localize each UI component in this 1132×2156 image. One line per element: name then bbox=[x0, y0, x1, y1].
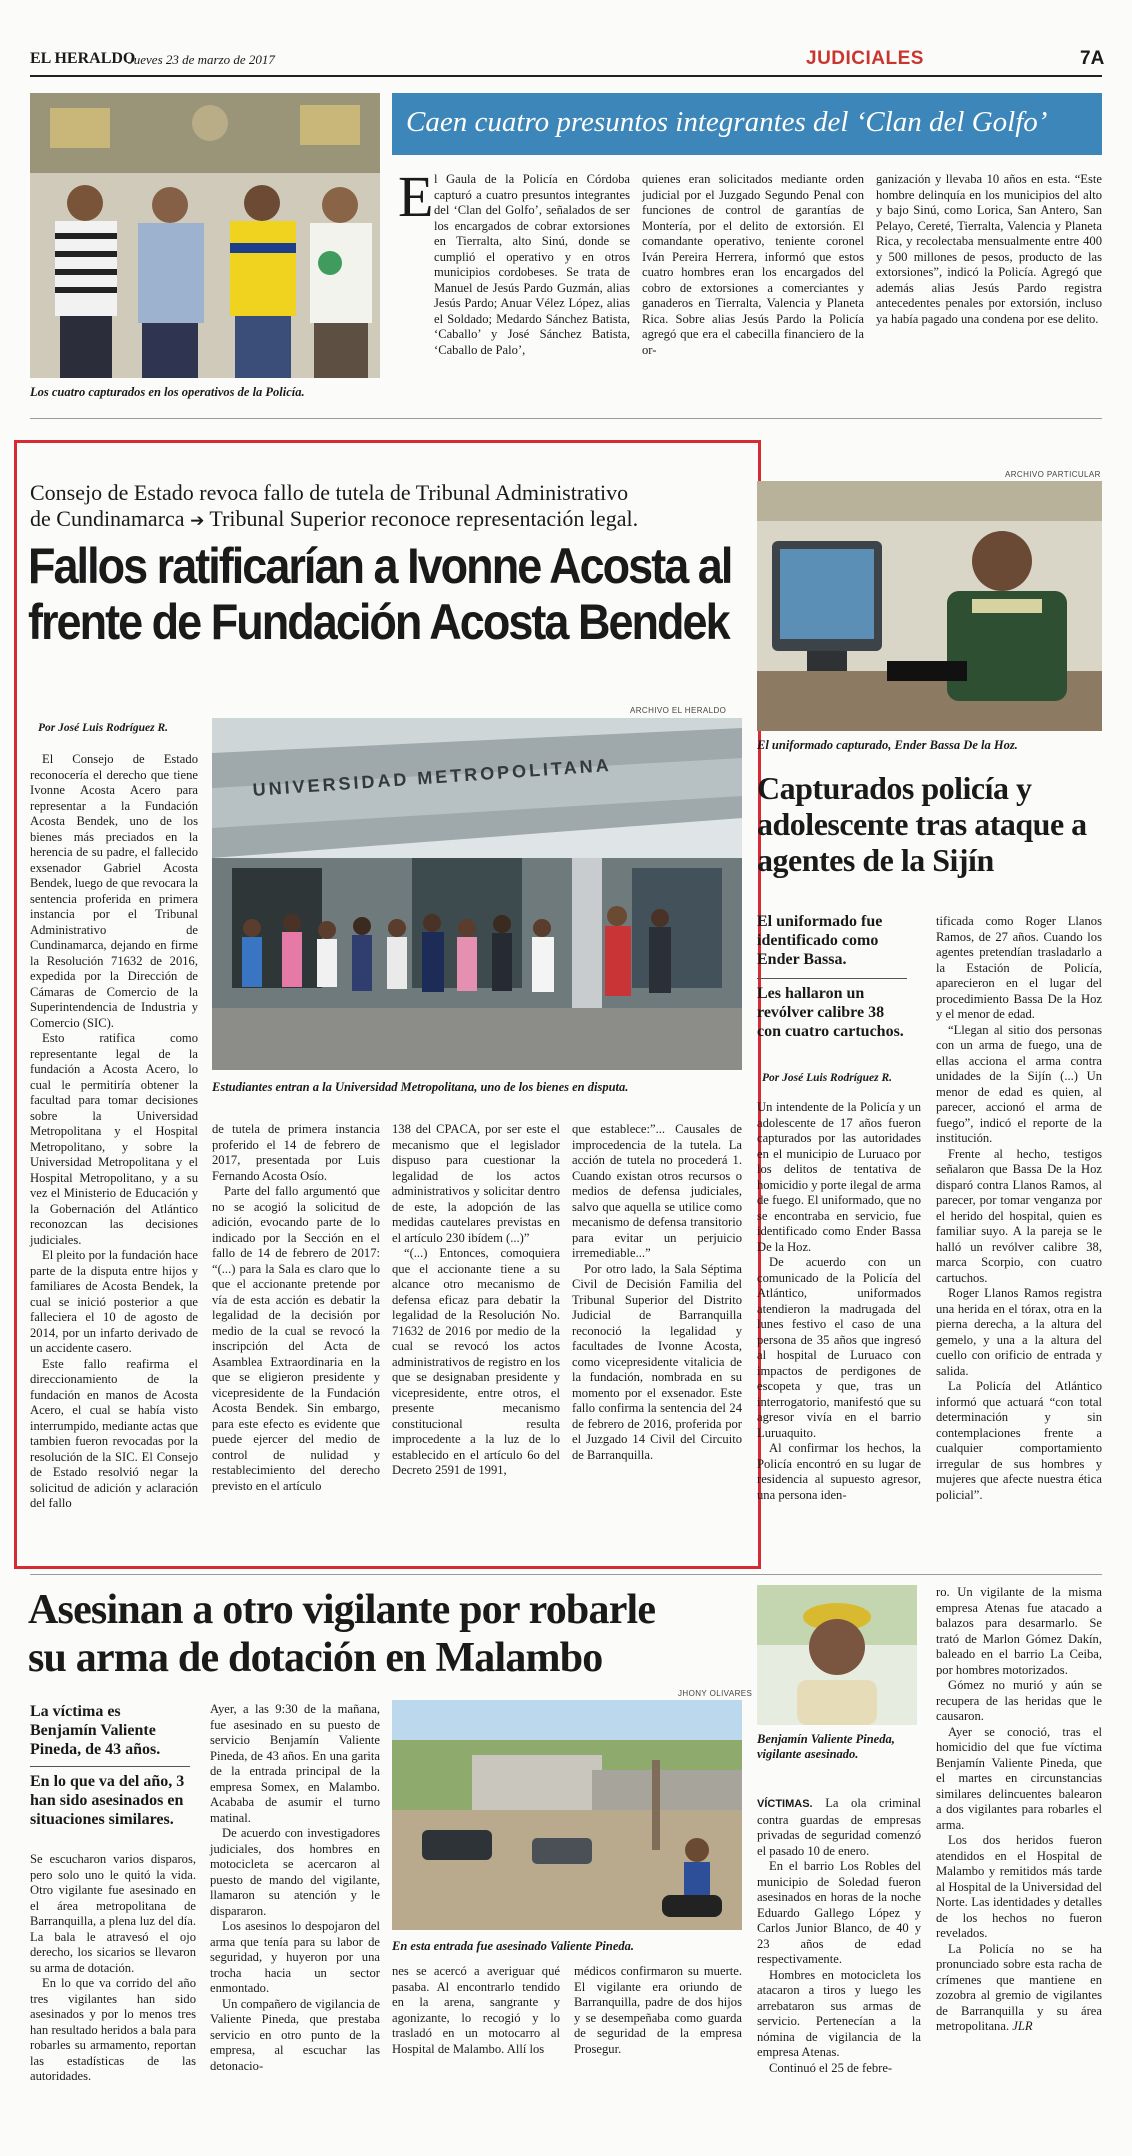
closing-text: La Policía no se ha pronunciado sobre esta racha de crímenes que mantiene en zozobra al gremio de vigilantes de Barranquilla y su área metropolitana. bbox=[936, 1941, 1102, 2033]
story1-col2: quienes eran solicitados mediante orden judicial por el Juzgado Segundo Penal con funciones de control de garantías de Montería, por el delito de extorsión. El comandante operativo, teniente coronel Iván Pereira Herrera, informó que estos cuatro hombres eran los encargados del cobro de extorsiones a comerciantes y ganaderos en Tierralta, Valencia y Planeta Rica. Sobre alias Jesús Pardo la Policía agregó que era el cabecilla financiero de la or- bbox=[642, 172, 864, 357]
header-rule bbox=[30, 75, 1102, 77]
story4-deck-2: En lo que va del año, 3 han sido asesinados en situaciones similares. bbox=[30, 1773, 185, 1828]
headline-line-2: frente de Fundación Acosta Bendek bbox=[28, 594, 729, 650]
crime-scene-caption: En esta entrada fue asesinado Valiente Pineda. bbox=[392, 1939, 635, 1953]
kicker-part-b: Tribunal Superior reconoce representación legal. bbox=[209, 506, 639, 531]
separator-2 bbox=[30, 1574, 1102, 1575]
masthead: EL HERALDO bbox=[30, 50, 136, 67]
story1-col3: ganización y llevaba 10 años en esta. “Este hombre delinquía en los municipios del alto y bajo Sinú, como Lorica, San Antero, San Pelayo, Cereté, Tierralta, Valencia y Planeta Rica, y recolectaba mensualmente entre 400 y 500 millones de pesos, producto de las extorsiones”, indicó la Policía. Agregó que además alias Jesús Pardo registra antecedentes penales por extorsión, incluso ya había pagado una condena por ese delito. bbox=[876, 172, 1102, 326]
story4-headline bbox=[28, 1586, 748, 1682]
story2-kicker bbox=[30, 480, 750, 534]
officer-photo bbox=[757, 481, 1102, 731]
story3-headline: Capturados policía y adolescente tras ataque a agentes de la Sijín bbox=[757, 770, 1087, 878]
story4-headline-line-1: Asesinan a otro vigilante por robarle bbox=[28, 1587, 656, 1633]
story3-colA: Un intendente de la Policía y un adolescente de 17 años fueron capturados por las autoridades en el municipio de Luruaco por los delitos de tentativa de homicidio y porte ilegal de arma de fuego. El uniformado, que no se encontraba en servicio, fue identificado como Ender Bassa De la Hoz. De acuerdo con un comunicado de la Policía del Atlántico, uniformados atendieron la madrugada del lunes festivo el caso de una persona de 35 años que ingresó al hospital de Luruaco con impactos de perdigones de escopeta y que, tras un interrogatorio, manifestó que su agresor vivía en el barrio Luruaquito. Al confirmar los hechos, la Policía encontró en su lugar de residencia al supuesto agresor, una persona iden- bbox=[757, 1100, 922, 1502]
story4-col5: VÍCTIMAS. La ola criminal contra guardas de empresas privadas de seguridad comenzó el pasado 10 de enero. En el barrio Los Robles del municipio de Soledad fueron asesinados en horas de la noche Eduardo Gallego López y Carlos Junior Blanco, de 40 y 23 años de edad respectivamente. Hombres en motocicleta los atacaron a tiros y luego les arrebataron sus armas de servicio. Pertenecían a la nómina de vigilancia de la empresa Atenas. Continuó el 25 de febre- bbox=[757, 1796, 921, 2075]
story4-deck-1: La víctima es Benjamín Valiente Pineda, de 43 años. bbox=[30, 1703, 161, 1758]
kicker-line-2 bbox=[30, 506, 750, 534]
story4-col2: Ayer, a las 9:30 de la mañana, fue asesinado en su puesto de servicio Benjamín Valiente Pineda, de 43 años. En una garita de la entrada principal de la empresa Somex, en Malambo. Acababa de asumir el turno matinal. De acuerdo con investigadores judiciales, dos hombres en motocicleta se acercaron al puesto de mando del vigilante, llamaron su atención y le dispararon. Los asesinos lo despojaron del arma que tenía para su labor de seguridad, y huyeron por una trocha hacia un sector enmontado. Un compañero de vigilancia de Valiente Pineda, que prestaba servicio en otro punto de la empresa, al escuchar las detonacio- bbox=[210, 1702, 380, 2073]
story2-headline bbox=[28, 538, 732, 650]
officer-photo-caption: El uniformado capturado, Ender Bassa De la Hoz. bbox=[757, 738, 1018, 752]
story3-colB: tificada como Roger Llanos Ramos, de 27 años. Cuando los agentes pretendían trasladarlo a la Estación de Policía, aparecieron en el lugar del procedimiento Bassa De la Hoz y el menor de edad. “Llegan al sitio dos personas con un arma de fuego, una de ellas acciona el arma contra unidades de la Sijín (...) Un menor de edad es quien, al parecer, accionó el arma de fuego”, indicó el reporte de la institución. Frente al hecho, testigos señalaron que Bassa De la Hoz disparó contra Llanos Ramos, al parecer, por tomar venganza por el herido del hospital, quien es familiar suyo. A la pareja se le halló un revólver calibre 38, marca Scorpio, con cuatro cartuchos. Roger Llanos Ramos registra una herida en el tórax, otra en la pierna derecha, a la altura del gemelo, y una a la altura del cuello con orificio de entrada y salida. La Policía del Atlántico informó que actuará “con total determinación y sin contemplaciones frente a cualquier comportamiento irregular de sus hombres y mujeres que afecte nuestra ética policial”. bbox=[936, 914, 1102, 1502]
separator-1 bbox=[30, 418, 1102, 419]
deck-rule bbox=[757, 978, 907, 979]
story3-byline: Por José Luis Rodríguez R. bbox=[762, 1072, 893, 1084]
kicker-part-a: de Cundinamarca bbox=[30, 506, 185, 531]
author-initials: JLR bbox=[1012, 2019, 1033, 2033]
university-sign: UNIVERSIDAD METROPOLITANA bbox=[252, 754, 613, 800]
page-number: 7A bbox=[1080, 48, 1105, 69]
story2-col3: 138 del CPACA, por ser este el mecanismo que el legislador dispuso para cuestionar la legalidad de los actos administrativos y solicitar dentro de este, la adopción de las medidas cautelares previstas en el artículo 230 ibídem (...)” “(...) Entonces, comoquiera que el accionante tiene a su alcance otro mecanismo de defensa eficaz para debatir la legalidad de la Resolución No. 71632 de 2016 por medio de la cual se revocó los actos administrativos de registro en los que se designaban presidente y vicepresidente, entre otros, el presente mecanismo constitucional resulta improcedente a la luz de lo establecido en el artículo 6o del Decreto 2591 de 1991, bbox=[392, 1122, 560, 1477]
story1-dropcap: E bbox=[398, 164, 434, 229]
story4-col6: ro. Un vigilante de la misma empresa Atenas fue atacado a balazos para desarmarlo. Se trató de Marlon Gómez Dakín, baleado en el barrio La Ceiba, por hombres motorizados. Gómez no murió y aún se recupera de las heridas que le causaron. Ayer se conoció, tras el homicidio del que fue víctima Benjamín Valiente Pineda, que el martes en circunstancias similares delincuentes balearon a dos vigilantes para robarles el arma. Los dos heridos fueron atendidos en el Hospital de Malambo y remitidos más tarde al Hospital de la Universidad del Norte. Las identidades y detalles de los hechos no fueron revelados. La Policía no se ha pronunciado sobre esta racha de crímenes que mantiene en zozobra al gremio de vigilantes de Barranquilla y su área metropolitana. JLR bbox=[936, 1585, 1102, 2033]
victim-portrait bbox=[757, 1585, 917, 1725]
victims-intro: La ola criminal contra guardas de empresas privadas de seguridad comenzó el pasado 10 de enero. bbox=[757, 1796, 921, 1858]
story2-col2: de tutela de primera instancia proferido el 14 de febrero de 2017, presentada por Luis Fernando Acosta Osío. Parte del fallo argumentó que no se acogió la solicitud de adición, evocando parte de lo indicado por la Sección en el fallo de 14 de febrero de 2017: “(...) para la Sala es claro que lo que el accionante pretende por vía de esta acción es debatir la legalidad de la decisión por medio de la cual se revocó la inscripción del Acta de Asamblea Extraordinaria en la que se eligieron presidente y vicepresidente de la Fundación Acosta Bendek. Sin embargo, para este efecto es evidente que puede ejercer del medio de control de nulidad y restablecimiento del derecho previsto en el artículo bbox=[212, 1122, 380, 1493]
story4-headline-line-2: su arma de dotación en Malambo bbox=[28, 1635, 603, 1681]
story1-headline: Caen cuatro presuntos integrantes del ‘Clan del Golfo’ bbox=[406, 106, 1048, 138]
victim-portrait-caption: Benjamín Valiente Pineda, vigilante asesinado. bbox=[757, 1732, 895, 1761]
story1-col1: l Gaula de la Policía en Córdoba capturó a cuatro presuntos integrantes del ‘Clan del Golfo’, señalados de ser los encargados de cobrar extorsiones en Tierralta, alto Sinú, donde se cumplió el operativo y en otros municipios cordobeses. Se trata de Manuel de Jesús Pardo Guzmán, alias Jesús Pardo; Anuar Vélez López, alias el Soldado; Medardo Sánchez Batista, ‘Caballo’ y José Sánchez Batista, ‘Caballo de Palo’, bbox=[434, 172, 630, 357]
story3-photo-credit: ARCHIVO PARTICULAR bbox=[1005, 470, 1101, 479]
story3-deck-2: Les hallaron un revólver calibre 38 con cuatro cartuchos. bbox=[757, 985, 904, 1040]
story4-deck-rule bbox=[30, 1766, 190, 1767]
suspects-photo-caption: Los cuatro capturados en los operativos de la Policía. bbox=[30, 385, 305, 399]
story2-byline: Por José Luis Rodríguez R. bbox=[38, 722, 169, 734]
captured-suspects-photo bbox=[30, 93, 380, 378]
story1-banner bbox=[392, 93, 1102, 155]
victims-label: VÍCTIMAS. bbox=[757, 1798, 813, 1810]
story4-col1: Se escucharon varios disparos, pero solo uno le quitó la vida. Otro vigilante fue asesinado en el área metropolitana de Barranquilla, a plena luz del día. La bala le atravesó el ojo derecho, los sicarios se llevaron su arma de dotación. En lo que va corrido del año tres vigilantes han sido asesinados y por lo menos tres han resultado heridos a bala para robarles su armamento, reportan las estadísticas de las autoridades. bbox=[30, 1852, 196, 2083]
section-label: JUDICIALES bbox=[806, 48, 924, 69]
kicker-line-1: Consejo de Estado revoca fallo de tutela de Tribunal Administrativo bbox=[30, 480, 629, 505]
university-photo bbox=[212, 718, 742, 1070]
story2-col1: El Consejo de Estado reconocería el derecho que tiene Ivonne Acosta Acero para representar a la Fundación Acosta Bendek, uno de los bienes más preciados en la herencia de su padre, el fallecido exsenador Gabriel Acosta Bendek, luego de que revocara la sentencia proferida en primera instancia por el Tribunal Administrativo de Cundinamarca, dejando en firme la Resolución 71632 de 2016, expedida por la Dirección de Cámaras de Comercio de la Superintendencia de Industria y Comercio (SIC). Esto ratifica como representante legal de la fundación a Acosta Acero, lo cual le permitiría obtener la facultad para tomar decisiones sobre la Universidad Metropolitana y el Hospital Metropolitano, y sobre la Universidad Metropolitana y el Hospital Metropolitano, y a su vez el Ministerio de Educación y la Gobernación del Atlántico reconozcan las decisiones judiciales. El pleito por la fundación hace parte de la disputa entre hijos y familiares de Acosta Bendek, la cual se inició posterior a que falleciera el 10 de agosto de 2014, por un infarto derivado de un accidente casero. Este fallo reafirma el direccionamiento de la fundación en manos de Acosta Acero, el cual se había visto interrumpido, mediante actas que tambien fueron revocadas por la resolución de la SIC. El Consejo de Estado resolvió negar la solicitud de adición y aclaración del fallo bbox=[30, 752, 198, 1510]
story2-photo-credit: ARCHIVO EL HERALDO bbox=[630, 706, 727, 715]
issue-date: Jueves 23 de marzo de 2017 bbox=[128, 52, 275, 67]
story3-deck-1: El uniformado fue identificado como Ender Bassa. bbox=[757, 913, 883, 968]
story4-col3: nes se acercó a averiguar qué pasaba. Al encontrarlo tendido en la arena, sangrante y agonizante, lo recogió y lo trasladó en un motocarro al Hospital de Malambo. Allí los bbox=[392, 1964, 560, 2056]
story2-col4: que establece:”... Causales de improcedencia de la tutela. La acción de tutela no procederá 1. Cuando existan otros recursos o medios de defensa judiciales, salvo que aquella se utilice como mecanismo de defensa transitorio para evitar un perjuicio irremediable...” Por otro lado, la Sala Séptima Civil de Decisión Familia del Tribunal Superior del Distrito Judicial de Barranquilla reconoció la legalidad y facultades de Ivonne Acosta, como vicepresidente vitalicia de la fundación, nombrada en su momento por el exsenador. Este fallo confirma la sentencia del 24 de febrero de 2016, proferida por el Juzgado 14 Civil del Circuito de Barranquilla. bbox=[572, 1122, 742, 1462]
arrow-icon: ➔ bbox=[190, 511, 205, 530]
story4-photo-credit: JHONY OLIVARES bbox=[678, 1689, 753, 1698]
headline-line-1: Fallos ratificarían a Ivonne Acosta al bbox=[28, 538, 732, 594]
crime-scene-photo bbox=[392, 1700, 742, 1930]
university-photo-caption: Estudiantes entran a la Universidad Metropolitana, uno de los bienes en disputa. bbox=[212, 1080, 629, 1094]
story4-col4: médicos confirmaron su muerte. El vigilante era oriundo de Barranquilla, padre de dos hijos y se desempeñaba como guarda de seguridad de la empresa Prosegur. bbox=[574, 1964, 742, 2056]
